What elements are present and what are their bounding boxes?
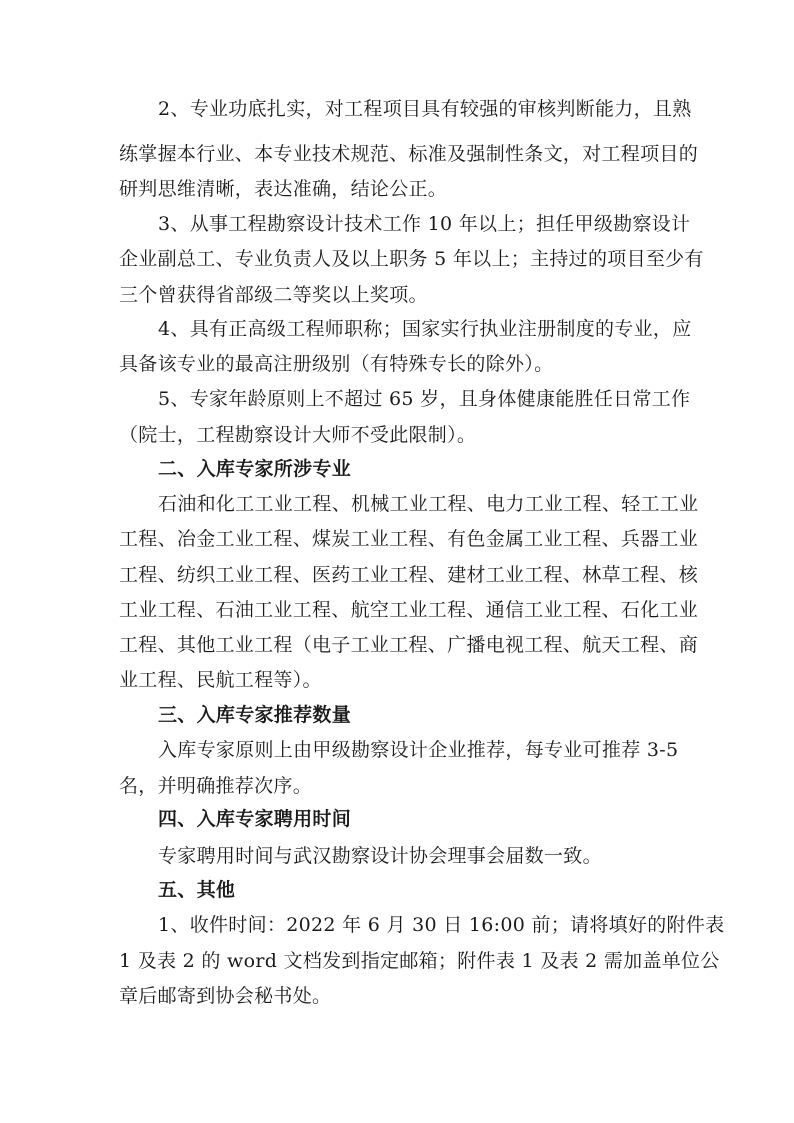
item2-line1: 2、专业功底扎实，对工程项目具有较强的审核判断能力，且熟 xyxy=(158,98,692,120)
item4-line1: 4、具有正高级工程师职称；国家实行执业注册制度的专业，应 xyxy=(158,318,692,340)
section2-line5: 工程、其他工业工程（电子工业工程、广播电视工程、航天工程、商 xyxy=(119,634,699,656)
section2-line3: 工程、纺织工业工程、医药工业工程、建材工业工程、林草工程、核 xyxy=(119,564,699,586)
item4-line2: 具备该专业的最高注册级别（有特殊专长的除外）。 xyxy=(119,353,554,375)
section2-line4: 工业工程、石油工业工程、航空工业工程、通信工业工程、石化工业 xyxy=(119,599,699,621)
item3-line2: 企业副总工、专业负责人及以上职务 5 年以上；主持过的项目至少有 xyxy=(119,248,704,270)
section2-line6: 业工程、民航工程等）。 xyxy=(119,669,322,691)
section5-line3: 章后邮寄到协会秘书处。 xyxy=(119,985,332,1007)
item3-line3: 三个曾获得省部级二等奖以上奖项。 xyxy=(119,284,428,306)
section2-line2: 工程、冶金工业工程、煤炭工业工程、有色金属工业工程、兵器工业 xyxy=(119,528,699,550)
section5-line2: 1 及表 2 的 word 文档发到指定邮箱；附件表 1 及表 2 需加盖单位公 xyxy=(119,950,720,972)
section4-line1: 专家聘用时间与武汉勘察设计协会理事会届数一致。 xyxy=(158,845,602,867)
section2-line1: 石油和化工工业工程、机械工业工程、电力工业工程、轻工工业 xyxy=(158,493,699,515)
section2-heading: 二、入库专家所涉专业 xyxy=(158,458,352,480)
item2-line3: 研判思维清晰，表达准确，结论公正。 xyxy=(119,178,448,200)
section3-line2: 名，并明确推荐次序。 xyxy=(119,775,313,797)
item3-line1: 3、从事工程勘察设计技术工作 10 年以上；担任甲级勘察设计 xyxy=(158,213,691,235)
section3-heading: 三、入库专家推荐数量 xyxy=(158,704,352,726)
item5-line2: （院士，工程勘察设计大师不受此限制）。 xyxy=(119,424,477,446)
section3-line1: 入库专家原则上由甲级勘察设计企业推荐，每专业可推荐 3-5 xyxy=(158,739,679,761)
section5-heading: 五、其他 xyxy=(158,879,236,901)
section4-heading: 四、入库专家聘用时间 xyxy=(158,808,352,830)
item5-line1: 5、专家年龄原则上不超过 65 岁，且身体健康能胜任日常工作 xyxy=(158,388,691,410)
section5-line1: 1、收件时间：2022 年 6 月 30 日 16:00 前；请将填好的附件表 xyxy=(158,914,725,936)
item2-line2: 练掌握本行业、本专业技术规范、标准及强制性条文，对工程项目的 xyxy=(119,143,699,165)
